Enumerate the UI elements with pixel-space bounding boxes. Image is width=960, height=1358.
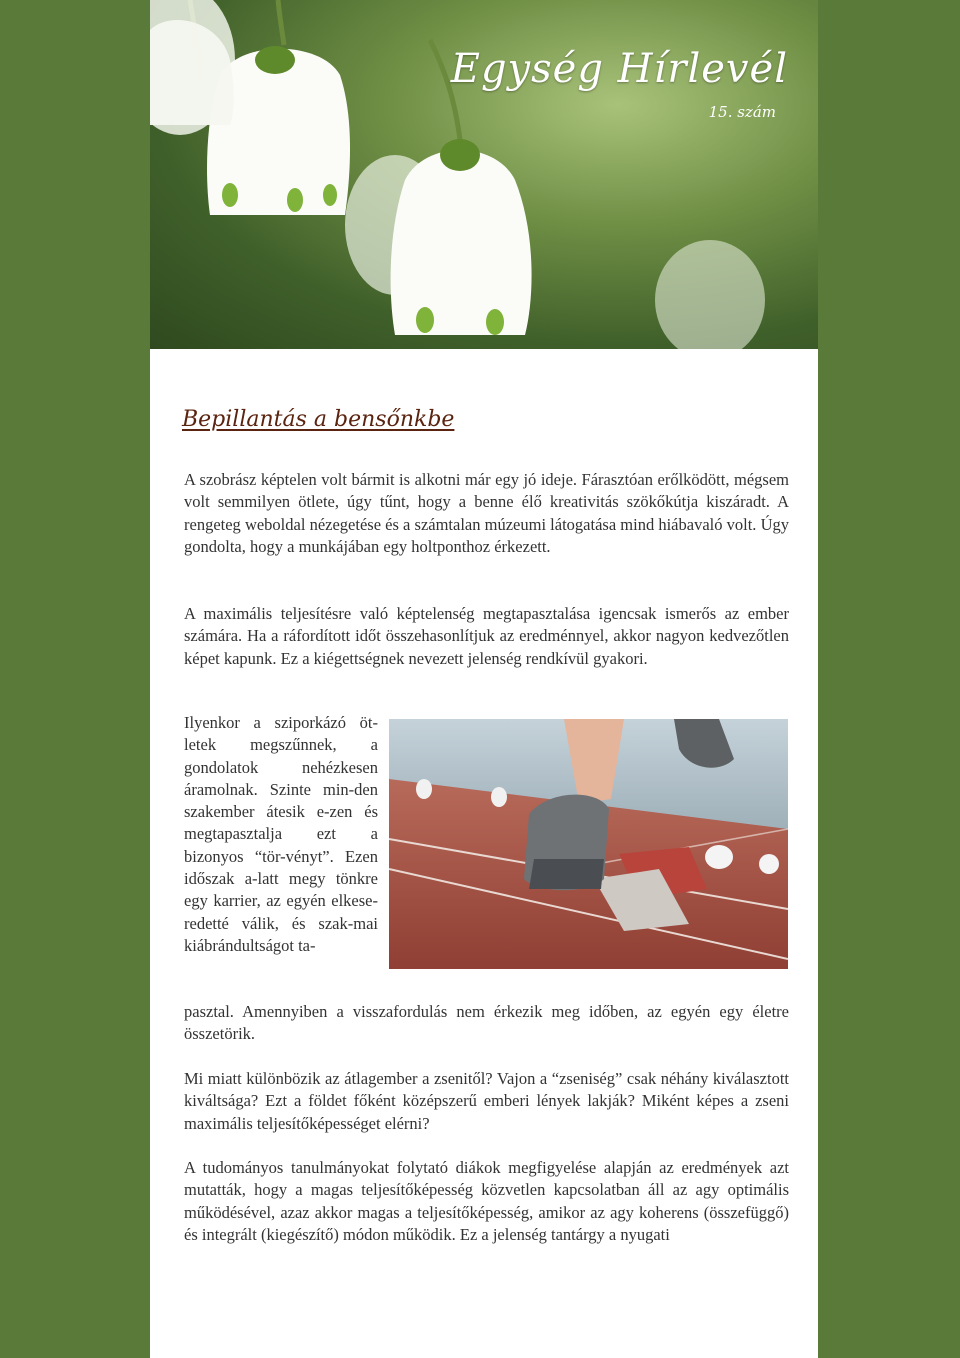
paragraph-2: A maximális teljesítésre való képtelenség megtapasztalása igencsak ismerős az ember számára. Ha a ráfordított időt összehasonlítjuk az eredménnyel, akkor nagyon kedvezőtlen képet kapunk. Ez a kiégettségnek nevezett jelenség rendkívül gyakori. <box>184 604 789 668</box>
newsletter-page <box>150 0 818 1358</box>
snowflake-flowers-banner <box>150 0 818 349</box>
paragraph-4: Mi miatt különbözik az átlagember a zsenitől? Vajon a “zseniség” csak néhány kiválasztott kiváltsága? Ezt a földet főként középszerű emberi lények lakják? Miként képes a zseni maximális teljesítőképességet elérni? <box>184 1069 789 1133</box>
newsletter-title: Egység Hírlevél <box>450 46 788 92</box>
paragraph-5: A tudományos tanulmányokat folytató diákok megfigyelése alapján az eredmények azt mutatták, hogy a magas teljesítőképesség közvetlen kapcsolatban áll az agy optimális működésével, azaz akkor magas a teljesítőképesség, amikor az agy koherens (összefüggő) és integrált (kiegészítő) módon működik. Ez a jelenség tantárgy a nyugati <box>184 1158 789 1244</box>
article-heading: Bepillantás a bensőnkbe <box>182 407 455 432</box>
track-start-illustration <box>389 719 788 969</box>
paragraph-1: A szobrász képtelen volt bármit is alkotni már egy jó ideje. Fárasztóan erőlködött, mégsem volt semmilyen ötlete, úgy tűnt, hogy a benne élő kreativitás szökőkútja kiszáradt. A rengeteg weboldal nézegetése és a számtalan múzeumi látogatása mind hiábavaló volt. Úgy gondolta, hogy a munkájában egy holtponthoz érkezett. <box>184 470 789 556</box>
running-shoe-photo <box>389 719 788 969</box>
paragraph-3-continued: pasztal. Amennyiben a visszafordulás nem érkezik meg időben, az egyén egy életre összetörik. <box>184 1002 789 1044</box>
issue-number: 15. szám <box>708 103 776 121</box>
paragraph-3-wrapped: Ilyenkor a sziporkázó öt-letek megszűnnek, a gondolatok nehézkesen áramolnak. Szinte min-den szakember átesik e-zen és megtapasztalja ezt a bizonyos “tör-vényt”. Ezen időszak a-latt megy tönkre egy karrier, az egyén elkese-redetté válik, és szak-mai kiábrándultságot ta- <box>184 713 378 955</box>
